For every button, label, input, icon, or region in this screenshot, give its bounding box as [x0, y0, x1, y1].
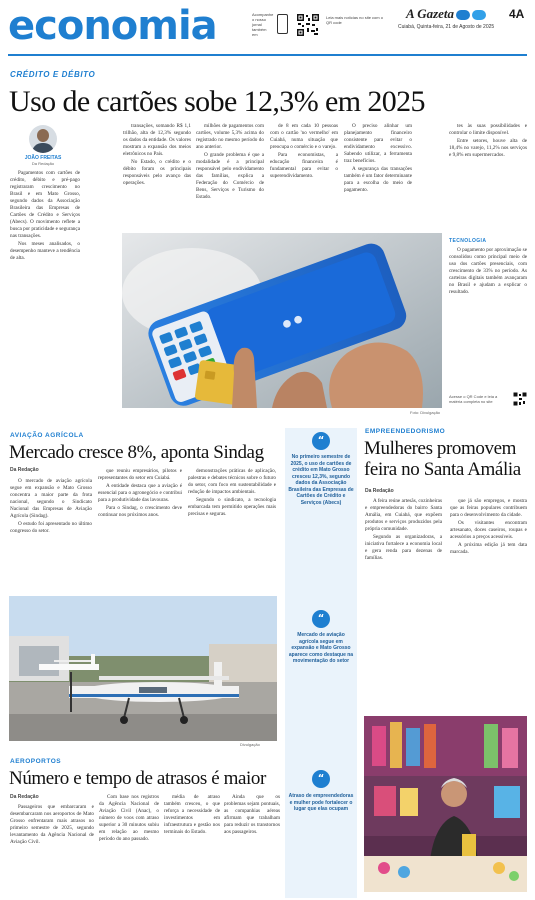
brand-badge-alt	[472, 10, 486, 20]
airports-column-1	[10, 804, 94, 896]
lead-photo-card-machine	[122, 233, 442, 408]
aviation-headline: Mercado cresce 8%, aponta Sindag	[9, 442, 264, 463]
aviation-column-2	[98, 468, 182, 590]
author-role: Da Redação	[31, 161, 55, 166]
paragraph: transações, somando R$ 1,1 trilhão, alta de 12,3% segundo os dados da entidade. Os valores mostram a expansão dos meios eletrônicos no País.	[123, 123, 191, 157]
masthead	[0, 0, 535, 56]
paragraph: milhões de pagamentos com cartões, volume 5,3% acima do registrado no mesmo período do ano anterior.	[196, 123, 264, 150]
paragraph: que já são empregos, e mostra que as feiras populares contribuem para o desenvolvimento da cidade.	[450, 498, 527, 518]
qr-code-icon[interactable]	[513, 392, 527, 406]
lead-column-2	[123, 123, 191, 228]
brand-name: A Gazeta	[406, 6, 455, 21]
paragraph: No Estado, o crédito e o débito foram os principais responsáveis pelo avanço das operações.	[123, 159, 191, 186]
women-headline-line2: feira no Santa Amália	[364, 459, 521, 480]
aviation-photo-credit: Divulgação	[240, 742, 260, 747]
page-number: 4A	[509, 7, 525, 21]
women-kicker: EMPREENDEDORISMO	[365, 428, 446, 435]
author-name: JOÃO FREITAS	[24, 155, 62, 161]
paragraph: de 8 em cada 10 pessoas com o cartão 'no vermelho' em Cuiabá, numa situação que preocupa o comércio e o varejo.	[270, 123, 338, 150]
airports-column-2	[99, 794, 159, 896]
paragraph: O preciso alinhar um planejamento financeiro consistente para evitar o endividamento excessivo. Sabendo utilizar, a ferramenta traz benefícios.	[344, 123, 412, 164]
aviation-column-3	[188, 468, 276, 590]
svg-text:● ●: ● ●	[280, 313, 305, 331]
women-headline-line1: Mulheres promovem	[364, 438, 517, 459]
quote-bubble-icon: “	[312, 610, 330, 628]
quote-bubble-icon: “	[312, 770, 330, 788]
qr-code-icon[interactable]	[296, 13, 320, 37]
paragraph: Com base nos registros da Agência Nacional de Aviação Civil (Anac), o número de voos com atraso superior a 30 minutos subiu em relação ao mesmo período do ano passado.	[99, 794, 159, 842]
paragraph: A feira reúne artesãs, cozinheiras e empreendedoras do bairro Santa Amália, em Cuiabá, que expõem produtos e serviços produzidos pela própria comunidade.	[365, 498, 442, 532]
paragraph: média de atraso também cresceu, o que reforça a necessidade de investimentos em infraestrutura e gestão nos terminais do Estado.	[164, 794, 220, 835]
airports-byline: Da Redação	[10, 794, 39, 800]
paragraph: Segundo as organizadoras, a iniciativa fortalece a economia local e gera renda para dezenas de famílias.	[365, 534, 442, 561]
card-machine-illustration	[122, 233, 442, 408]
airports-kicker: AEROPORTOS	[10, 758, 62, 765]
paragraph: demonstrações práticas de aplicação, palestras e debates técnicos sobre o futuro do setor, com foco em sustentabilidade e redução de impactos ambientais.	[188, 468, 276, 495]
author-avatar	[29, 125, 57, 153]
paragraph: A entidade destaca que a aviação é essencial para o agronegócio e contribui para a produtividade das lavouras.	[98, 483, 182, 503]
paragraph: Os visitantes encontram artesanato, doces caseiros, roupas e acessórios a preços acessíveis.	[450, 520, 527, 540]
paragraph: A próxima edição já tem data marcada.	[450, 542, 527, 555]
paragraph: Entre setores, houve alta de 18,4% no varejo, 11,2% nos serviços e 9,8% em supermercados.	[449, 138, 527, 158]
paragraph: Segundo o sindicato, a tecnologia embarcada tem permitido operações mais precisas e seguras.	[188, 497, 276, 517]
lead-column-4	[270, 123, 338, 228]
airplane-illustration	[9, 596, 277, 741]
paragraph: Pagamentos com cartões de crédito, débito e pré-pago registraram crescimento no Brasil e em Mato Grosso, segundo dados da Associação Brasileira das Empresas de Cartões de Crédito e Serviços (Abecs). O movimento reflete a busca por praticidade e segurança nas transações.	[10, 170, 80, 239]
fair-stall-illustration	[364, 716, 527, 892]
phone-icon	[277, 14, 288, 34]
header-divider	[8, 54, 527, 56]
sidebar-note-3: Atraso de empreendedoras e mulher pode fortalecer o lugar que elas ocupam	[288, 793, 354, 812]
women-photo-fair	[364, 716, 527, 892]
lead-kicker: CRÉDITO E DÉBITO	[10, 70, 96, 79]
paragraph: tes às suas possibilidades e controlar o limite disponível.	[449, 123, 527, 136]
header-qr-text: Leia mais notícias no site com o QR code	[326, 15, 383, 25]
lead-subhead: TECNOLOGIA	[449, 238, 487, 244]
lead-qr-text: Acesse o QR Code e leia a matéria completa no site	[449, 394, 498, 404]
aviation-photo-airplane	[9, 596, 277, 741]
quote-bubble-icon: “	[312, 432, 330, 450]
lead-column-1	[10, 170, 80, 408]
women-column-1	[365, 498, 442, 710]
paragraph: Nos meses analisados, o desempenho manteve a tendência de alta.	[10, 241, 80, 261]
dateline: Cuiabá, Quinta-feira, 21 de Agosto de 2025	[398, 24, 495, 30]
women-column-2	[450, 498, 527, 710]
airports-headline: Número e tempo de atrasos é maior	[9, 768, 266, 789]
aviation-kicker: AVIAÇÃO AGRÍCOLA	[10, 432, 84, 439]
brand-badge	[456, 10, 470, 20]
section-title: economia	[8, 3, 217, 49]
lead-column-5	[344, 123, 412, 228]
paragraph: O mercado de aviação agrícola segue em expansão e Mato Grosso concentra a maior parte da frota nacional, segundo o Sindicato Nacional das Empresas de Aviação Agrícola (Sindag).	[10, 478, 92, 519]
paragraph: O grande problema é que a modalidade é a principal responsável pelo endividamento das famílias, explica a Federação do Comércio de Bens, Serviços e Turismo do Estado.	[196, 152, 264, 200]
aviation-byline: Da Redação	[10, 467, 39, 473]
brand-logo	[406, 6, 486, 22]
paragraph: A segurança das transações também é um fator determinante para a escolha do meio de pagamento.	[344, 166, 412, 193]
airports-column-4	[224, 794, 280, 896]
paragraph: O pagamento por aproximação se consolidou como principal meio de uso dos cartões presenciais, com crescimento de 33% no período. As carteiras digitais também avançaram no Brasil e ajudam a explicar o resultado.	[449, 247, 527, 295]
paragraph: Para o Sindag, o crescimento deve continuar nos próximos anos.	[98, 505, 182, 518]
sidebar-note-2: Mercado de aviação agrícola segue em expansão e Mato Grosso aparece como destaque na movimentação do setor	[288, 632, 354, 664]
paragraph: O estudo foi apresentado no último congresso do setor.	[10, 521, 92, 534]
airports-column-3	[164, 794, 220, 896]
lead-column-6	[449, 123, 527, 231]
lead-column-3	[196, 123, 264, 228]
lead-headline: Uso de cartões sobe 12,3% em 2025	[9, 85, 425, 118]
paragraph: Passageiros que embarcaram e desembarcaram nos aeroportos de Mato Grosso enfrentaram mais atrasos no primeiro semestre de 2025, segundo levantamento da Agência Nacional de Aviação Civil.	[10, 804, 94, 845]
lead-photo-credit: Foto: Divulgação	[410, 410, 441, 415]
aviation-column-1	[10, 478, 92, 590]
header-promo-text: Acompanhe o nosso jornal também em	[252, 12, 274, 37]
paragraph: Para economistas, a educação financeira é fundamental para evitar o superendividamento.	[270, 152, 338, 179]
sidebar-note-1: No primeiro semestre de 2025, o uso de cartões de crédito em Mato Grosso cresceu 12,3%, segundo dados da Associação Brasileira das Empresas de Cartões de Crédito e Serviços (Abecs)	[288, 454, 354, 506]
women-byline: Da Redação	[365, 488, 394, 494]
paragraph: Ainda que os problemas sejam pontuais, as companhias aéreas afirmam que trabalham para reduzir os transtornos aos passageiros.	[224, 794, 280, 835]
lead-column-6b	[449, 247, 527, 387]
paragraph: que reuniu empresários, pilotos e representantes do setor em Cuiabá.	[98, 468, 182, 481]
